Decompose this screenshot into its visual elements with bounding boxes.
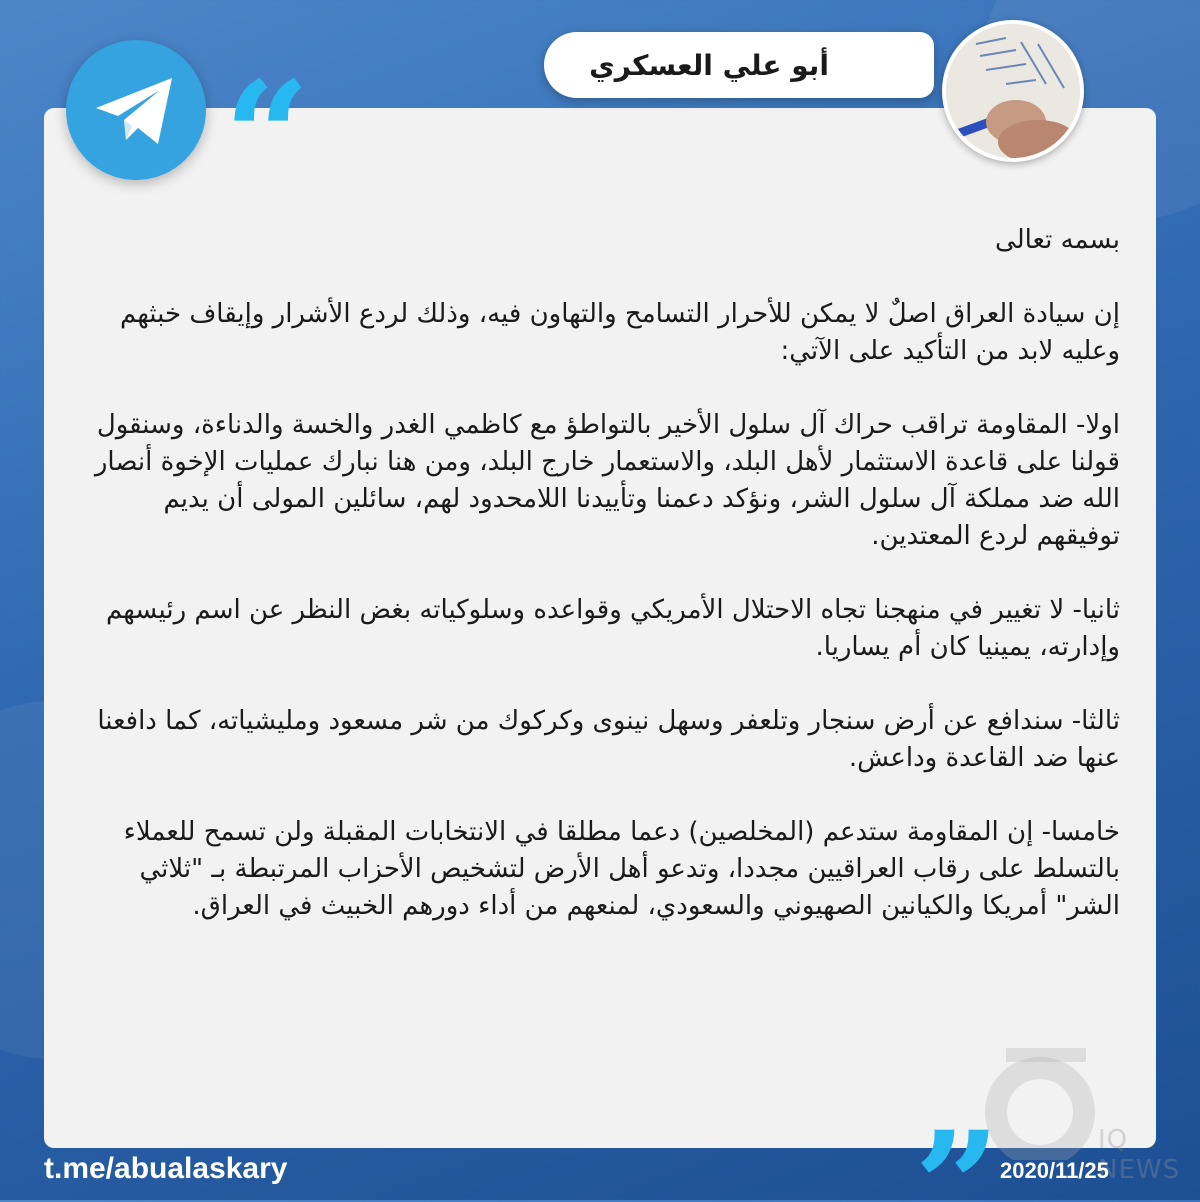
paragraph: ثانيا- لا تغيير في منهجنا تجاه الاحتلال الأمريكي وقواعده وسلوكياته بغض النظر عن اسم رئيسهم وإدارته، يمينيا كان أم يساريا.	[106, 595, 1120, 662]
telegram-link[interactable]: t.me/abualaskary	[44, 1152, 288, 1185]
paragraph: خامسا- إن المقاومة ستدعم (المخلصين) دعما مطلقا في الانتخابات المقبلة ولن تسمح للعملاء بالتسلط على رقاب العراقيين مجددا، وتدعو أهل الأرض لتشخيص الأحزاب المرتبطة بـ "ثلاثي الشر" أمريكا والكيانين الصهيوني والسعودي، لمنعهم من أداء دورهم الخبيث في العراق.	[123, 817, 1120, 921]
paragraph: إن سيادة العراق اصلٌ لا يمكن للأحرار التسامح والتهاون فيه، وذلك لردع الأشرار وإيقاف خبثهم وعليه لابد من التأكيد على الآتي:	[120, 299, 1120, 366]
open-quote-icon: “	[224, 62, 311, 172]
close-quote-icon: ”	[914, 1112, 1001, 1202]
paragraph: ثالثا- سندافع عن أرض سنجار وتلعفر وسهل نينوى وكركوك من شر مسعود ومليشياته، كما دافعنا عنها ضد القاعدة وداعش.	[97, 706, 1120, 773]
watermark-text: IQ NEWS	[1098, 1125, 1181, 1185]
statement-text	[80, 222, 1120, 962]
author-name: أبو علي العسكري	[544, 32, 934, 98]
paragraph: اولا- المقاومة تراقب حراك آل سلول الأخير بالتواطؤ مع كاظمي الغدر والخسة والدناءة، وسنقول قولنا على قاعدة الاستثمار لأهل البلد، والاستعمار خارج البلد، ومن هنا نبارك عمليات الإخوة أنصار الله ضد مملكة آل سلول الشر، ونؤكد دعمنا وتأييدنا اللامحدود لهم، سائلين المولى أن يديم توفيقهم لردع المعتدين.	[94, 410, 1120, 551]
avatar	[942, 20, 1084, 162]
post-date: 2020/11/25	[1000, 1158, 1109, 1183]
paragraph: بسمه تعالى	[995, 225, 1120, 255]
telegram-icon	[66, 40, 206, 180]
